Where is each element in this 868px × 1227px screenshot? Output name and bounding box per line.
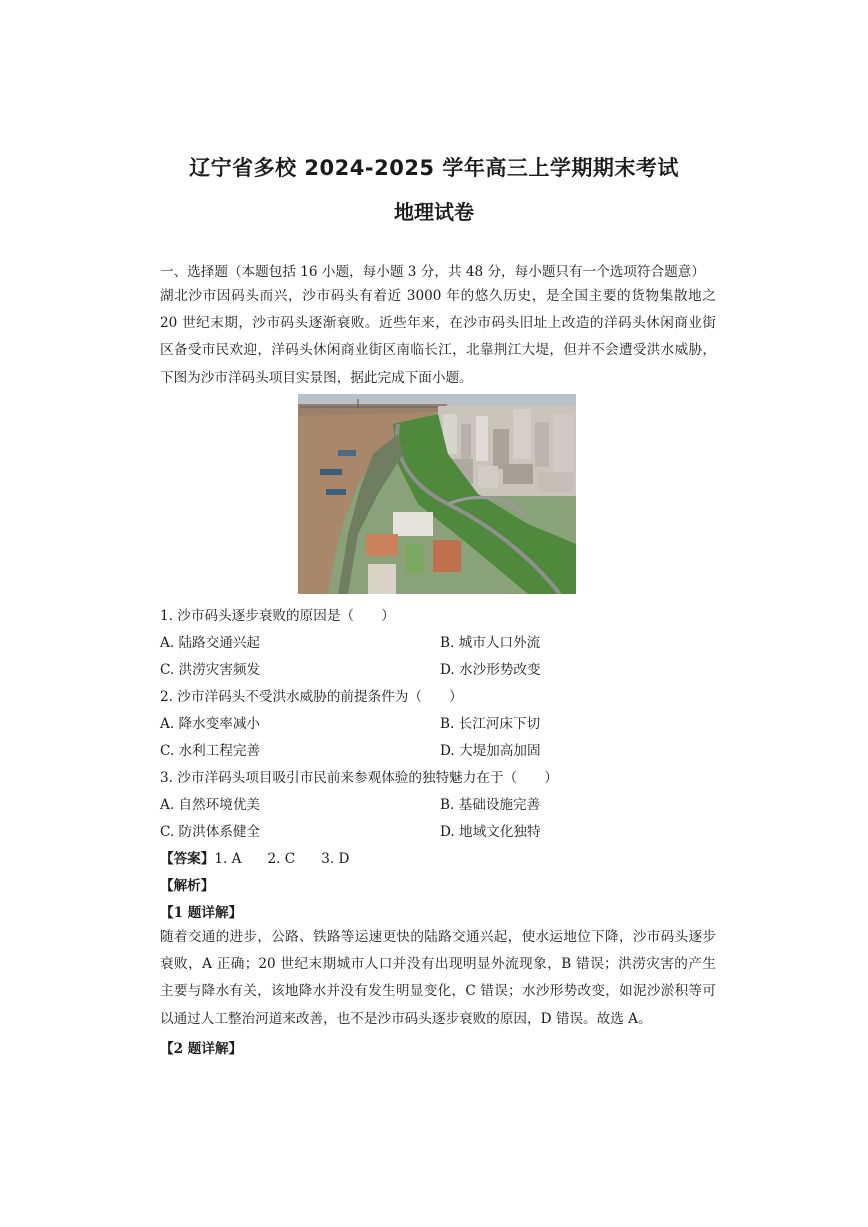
intro-paragraph — [160, 283, 716, 392]
intro-line: 20 世纪末期，沙市码头逐渐衰败。近些年来，在沙市码头旧址上改造的洋码头休闲商业街 — [160, 315, 716, 332]
question-2-option-b: B. 长江河床下切 — [440, 716, 541, 732]
answer-item: 2. C — [267, 851, 296, 867]
question-2-option-a: A. 降水变率减小 — [160, 716, 261, 732]
question-3-option-a: A. 自然环境优美 — [160, 797, 261, 813]
analysis-line: 主要与降水有关，该地降水并没有发生明显变化，C 错误；水沙形势改变，如泥沙淤积等可 — [160, 983, 716, 1000]
question-1-stem: 1. 沙市码头逐步衰败的原因是（ ） — [160, 608, 395, 624]
question-3-stem: 3. 沙市洋码头项目吸引市民前来参观体验的独特魅力在于（ ） — [160, 770, 558, 786]
analysis-line: 衰败，A 正确；20 世纪末期城市人口并没有出现明显外流现象，B 错误；洪涝灾害的产生 — [160, 956, 716, 973]
question-2-stem: 2. 沙市洋码头不受洪水威胁的前提条件为（ ） — [160, 689, 463, 705]
question-1-option-c: C. 洪涝灾害频发 — [160, 662, 261, 678]
shashi-wharf-aerial-photo — [298, 394, 576, 594]
question-1-option-d: D. 水沙形势改变 — [440, 662, 541, 678]
analysis-line: 以通过人工整治河道来改善，也不是沙市码头逐步衰败的原因，D 错误。故选 A。 — [160, 1010, 652, 1027]
question-3-option-b: B. 基础设施完善 — [440, 797, 541, 813]
intro-line: 下图为沙市洋码头项目实景图，据此完成下面小题。 — [160, 369, 473, 386]
q2-detail-label: 【2 题详解】 — [160, 1041, 243, 1057]
question-3-option-d: D. 地域文化独特 — [440, 824, 541, 840]
analysis-line: 随着交通的进步，公路、铁路等运速更快的陆路交通兴起，使水运地位下降，沙市码头逐步 — [160, 929, 716, 945]
question-1-option-b: B. 城市人口外流 — [440, 635, 541, 651]
intro-line: 区备受市民欢迎，洋码头休闲商业街区南临长江，北靠荆江大堤，但并不会遭受洪水威胁， — [160, 342, 716, 359]
answer-item: 3. D — [321, 851, 350, 867]
page-subtitle: 地理试卷 — [394, 200, 474, 224]
q1-detail-paragraph — [160, 924, 716, 1033]
question-2-option-c: C. 水利工程完善 — [160, 743, 261, 759]
answer-label: 【答案】 — [160, 851, 215, 867]
question-3-option-c: C. 防洪体系健全 — [160, 824, 261, 840]
page-title: 辽宁省多校 2024-2025 学年高三上学期期末考试 — [189, 156, 679, 180]
answer-item: 1. A — [214, 851, 242, 867]
answer-row — [160, 847, 349, 867]
question-2-option-d: D. 大堤加高加固 — [440, 743, 541, 759]
question-1-option-a: A. 陆路交通兴起 — [160, 635, 261, 651]
section-heading: 一、选择题（本题包括 16 小题，每小题 3 分，共 48 分，每小题只有一个选项符合题意） — [160, 264, 705, 280]
analysis-label: 【解析】 — [160, 878, 215, 894]
intro-line: 湖北沙市因码头而兴，沙市码头有着近 3000 年的悠久历史，是全国主要的货物集散地之 — [160, 288, 716, 304]
q1-detail-label: 【1 题详解】 — [160, 905, 243, 921]
